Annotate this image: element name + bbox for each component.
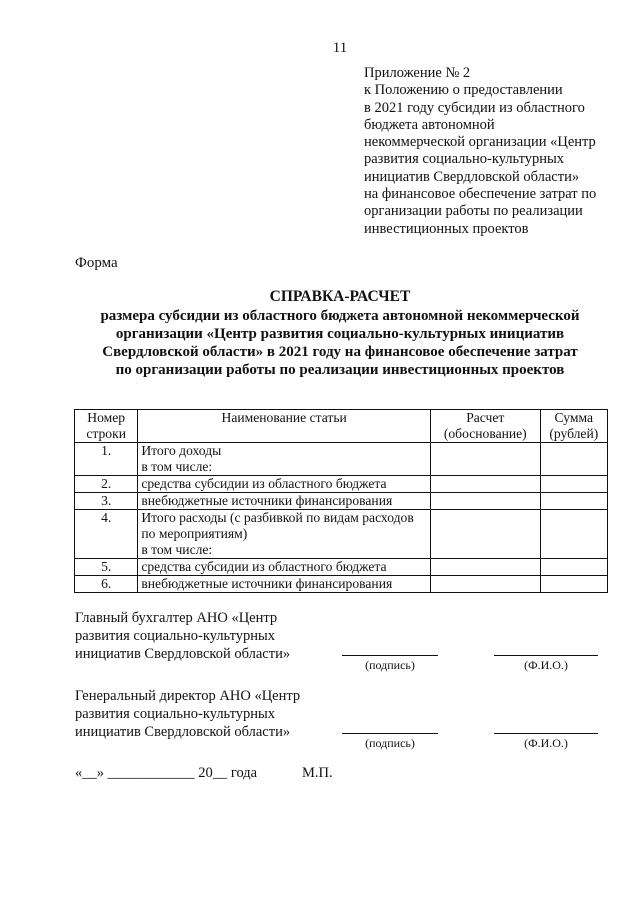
date-line: «__» ____________ 20__ года bbox=[75, 765, 258, 781]
row-name: Итого расходы (с разбивкой по видам расходов по мероприятиям) в том числе: bbox=[138, 510, 431, 559]
row-name: внебюджетные источники финансирования bbox=[138, 576, 431, 593]
stamp-label: М.П. bbox=[302, 765, 333, 781]
title-line: Свердловской области» в 2021 году на финансовое обеспечение затрат bbox=[102, 344, 578, 360]
document-title bbox=[60, 288, 620, 379]
row-sum-cell bbox=[540, 576, 607, 593]
signature-line bbox=[342, 655, 438, 656]
header-sum: Сумма (рублей) bbox=[540, 410, 607, 443]
name-line bbox=[494, 733, 598, 734]
table-header-row bbox=[75, 410, 608, 443]
header-number: Номер строки bbox=[75, 410, 138, 443]
appendix-line: некоммерческой организации «Центр bbox=[364, 134, 596, 151]
row-name: внебюджетные источники финансирования bbox=[138, 493, 431, 510]
row-name: средства субсидии из областного бюджета bbox=[138, 476, 431, 493]
appendix-line: развития социально-культурных bbox=[364, 151, 565, 168]
signature-line bbox=[342, 733, 438, 734]
appendix-line: организации работы по реализации bbox=[364, 203, 583, 220]
row-number: 2. bbox=[75, 476, 138, 493]
name-caption: (Ф.И.О.) bbox=[524, 736, 568, 750]
row-calculation-cell bbox=[430, 576, 540, 593]
row-name: средства субсидии из областного бюджета bbox=[138, 559, 431, 576]
table-row bbox=[75, 476, 608, 493]
row-calculation-cell bbox=[430, 476, 540, 493]
appendix-line: к Положению о предоставлении bbox=[364, 82, 563, 99]
title-line: размера субсидии из областного бюджета автономной некоммерческой bbox=[100, 308, 580, 324]
appendix-line: Приложение № 2 bbox=[364, 65, 471, 81]
table-row bbox=[75, 443, 608, 476]
accountant-signatory: Главный бухгалтер АНО «Центр развития социально-культурных инициатив Свердловской области» bbox=[75, 610, 291, 662]
name-line bbox=[494, 655, 598, 656]
appendix-line: в 2021 году субсидии из областного bbox=[364, 99, 585, 116]
signature-caption: (подпись) bbox=[365, 658, 415, 672]
row-sum-cell bbox=[540, 510, 607, 559]
form-label: Форма bbox=[75, 255, 118, 271]
row-sum-cell bbox=[540, 493, 607, 510]
appendix-line: инициатив Свердловской области» bbox=[364, 168, 580, 185]
title-line: по организации работы по реализации инвестиционных проектов bbox=[115, 362, 565, 378]
row-number: 6. bbox=[75, 576, 138, 593]
row-number: 5. bbox=[75, 559, 138, 576]
title-line: организации «Центр развития социально-культурных инициатив bbox=[115, 326, 565, 342]
director-signatory: Генеральный директор АНО «Центр развития социально-культурных инициатив Свердловской области» bbox=[75, 688, 301, 740]
row-calculation-cell bbox=[430, 493, 540, 510]
table-row bbox=[75, 559, 608, 576]
calculation-table bbox=[74, 409, 608, 593]
row-number: 1. bbox=[75, 443, 138, 476]
row-calculation-cell bbox=[430, 510, 540, 559]
appendix-block bbox=[364, 65, 626, 238]
name-caption: (Ф.И.О.) bbox=[524, 658, 568, 672]
row-calculation-cell bbox=[430, 443, 540, 476]
table-row bbox=[75, 510, 608, 559]
header-name: Наименование статьи bbox=[138, 410, 431, 443]
row-number: 4. bbox=[75, 510, 138, 559]
row-sum-cell bbox=[540, 443, 607, 476]
appendix-line: бюджета автономной bbox=[364, 116, 495, 133]
appendix-line: на финансовое обеспечение затрат по bbox=[364, 186, 597, 203]
appendix-line: инвестиционных проектов bbox=[364, 220, 529, 237]
signature-caption: (подпись) bbox=[365, 736, 415, 750]
page-number: 11 bbox=[332, 40, 348, 56]
row-calculation-cell bbox=[430, 559, 540, 576]
row-sum-cell bbox=[540, 476, 607, 493]
header-calculation: Расчет (обоснование) bbox=[430, 410, 540, 443]
row-sum-cell bbox=[540, 559, 607, 576]
row-name: Итого доходы в том числе: bbox=[138, 443, 431, 476]
row-number: 3. bbox=[75, 493, 138, 510]
table-row bbox=[75, 493, 608, 510]
table-row bbox=[75, 576, 608, 593]
title-heading: СПРАВКА-РАСЧЕТ bbox=[269, 288, 411, 305]
